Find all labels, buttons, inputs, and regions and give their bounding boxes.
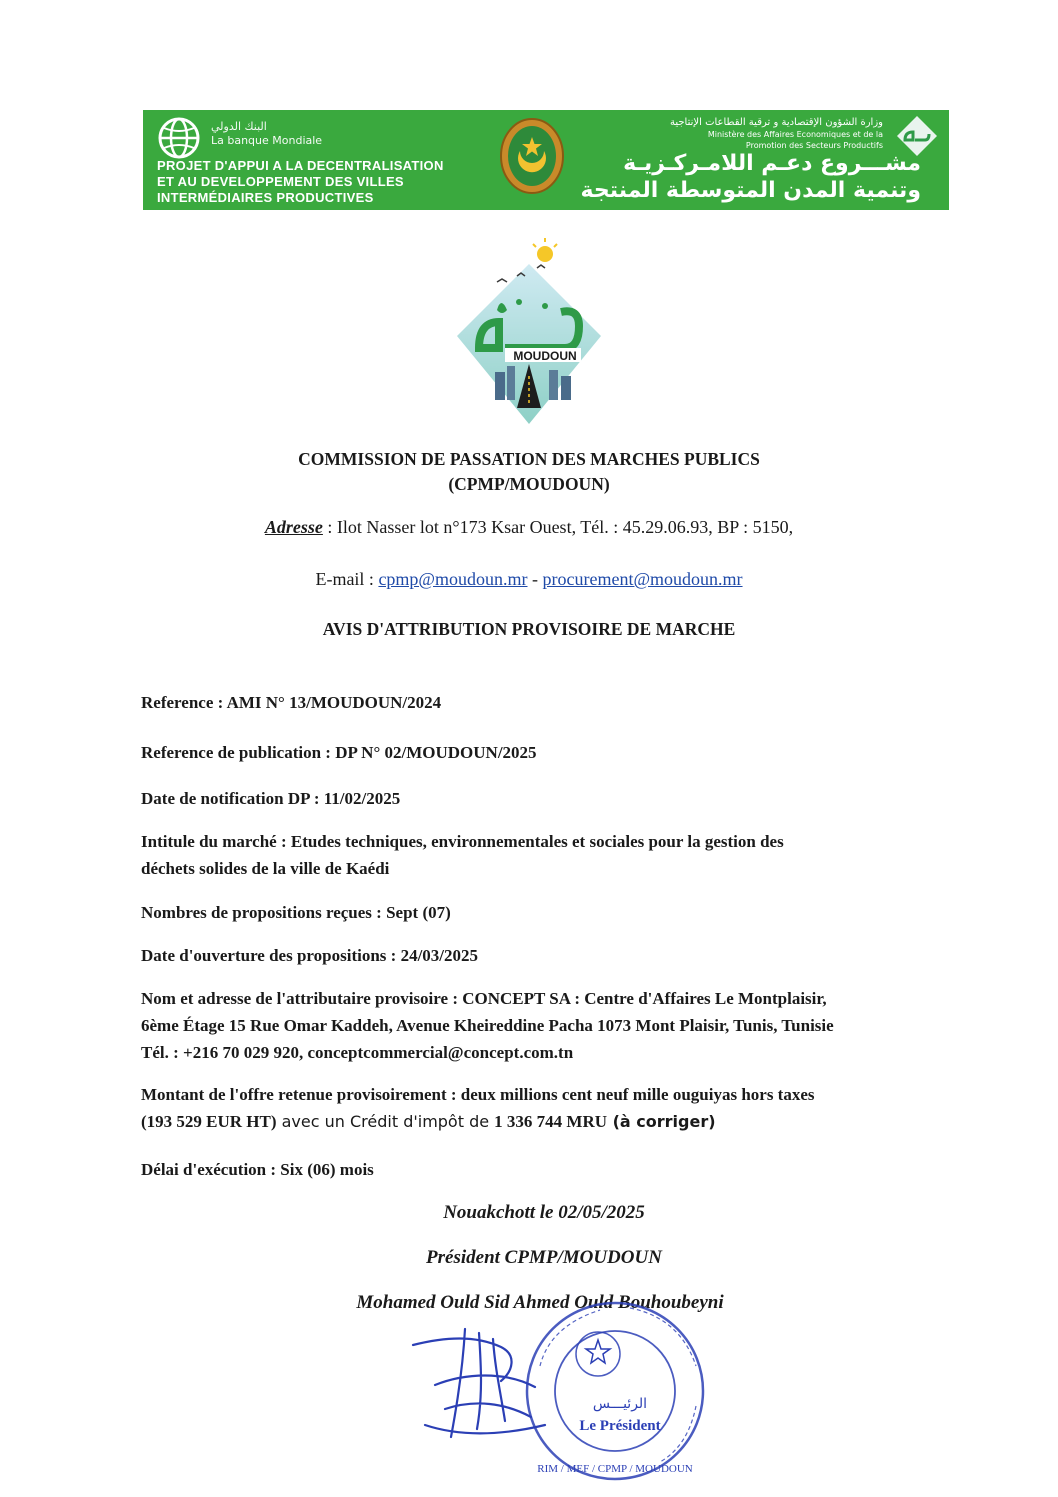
handwritten-signature <box>405 1325 555 1445</box>
field-montant-line2 <box>141 1108 941 1135</box>
address-line <box>0 517 1058 538</box>
field-ouverture: Date d'ouverture des propositions : 24/03/2025 <box>141 946 479 965</box>
email-link-procurement[interactable]: procurement@moudoun.mr <box>542 569 743 589</box>
field-montant <box>141 1081 941 1135</box>
svg-text:Le Président: Le Président <box>579 1418 661 1434</box>
signatory-title: Président CPMP/MOUDOUN <box>426 1247 662 1268</box>
header-banner <box>143 110 949 210</box>
notice-title: AVIS D'ATTRIBUTION PROVISOIRE DE MARCHE <box>322 619 736 639</box>
montant-note: (à corriger) <box>607 1112 716 1131</box>
email-link-cpmp[interactable]: cpmp@moudoun.mr <box>378 569 528 589</box>
field-reference: Reference : AMI N° 13/MOUDOUN/2024 <box>141 693 442 712</box>
moudoun-diamond-logo <box>449 236 611 428</box>
field-attributaire <box>141 985 941 1066</box>
montant-eur: (193 529 EUR HT) <box>141 1112 277 1131</box>
moudoun-mini-logo-icon <box>895 114 939 158</box>
field-montant-line1: Montant de l'offre retenue provisoirement : deux millions cent neuf mille ouguiyas hors taxes <box>141 1085 815 1104</box>
world-bank-label: البنك الدولي La banque Mondiale <box>211 120 323 147</box>
field-intitule-line2: déchets solides de la ville de Kaédi <box>141 859 390 878</box>
email-line <box>0 569 1058 590</box>
montant-mru: 1 336 744 MRU <box>494 1112 608 1131</box>
montant-credit-label: avec un Crédit d'impôt de <box>276 1112 495 1131</box>
address-text: : Ilot Nasser lot n°173 Ksar Ouest, Tél. : 45.29.06.93, BP : 5150, <box>322 517 794 537</box>
ministry-label: وزارة الشؤون الإقتصادية و ترقية القطاعات الإنتاجية Ministère des Affaires Economiques et de la Promotion des Secteurs Productifs <box>670 117 883 150</box>
field-notification: Date de notification DP : 11/02/2025 <box>141 789 401 808</box>
national-emblem-icon <box>498 115 566 197</box>
place-date: Nouakchott le 02/05/2025 <box>443 1202 645 1223</box>
signatory-name: Mohamed Ould Sid Ahmed Ould Bouhoubeyni <box>356 1292 724 1313</box>
email-label: E-mail : <box>315 569 379 589</box>
project-title-arabic: مشـــروع دعـم اللامـركـزيـة وتنمية المدن المتوسطة المنتجة <box>580 151 921 203</box>
svg-text:MOUDOUN: MOUDOUN <box>513 349 577 363</box>
field-intitule-line1: Intitule du marché : Etudes techniques, environnementales et sociales pour la gestion des <box>141 832 784 851</box>
email-separator: - <box>527 569 543 589</box>
field-intitule <box>141 828 941 882</box>
field-attributaire-line2: 6ème Étage 15 Rue Omar Kaddeh, Avenue Kheireddine Pacha 1073 Mont Plaisir, Tunis, Tunisie <box>141 1016 834 1035</box>
field-propositions: Nombres de propositions reçues : Sept (07) <box>141 903 451 922</box>
svg-text:الرئيـــس: الرئيـــس <box>592 1396 648 1412</box>
field-publication: Reference de publication : DP N° 02/MOUDOUN/2025 <box>141 743 537 762</box>
field-attributaire-line1: Nom et adresse de l'attributaire provisoire : CONCEPT SA : Centre d'Affaires Le Montplaisir, <box>141 989 827 1008</box>
svg-text:RIM / MEF / CPMP / MOUDOUN: RIM / MEF / CPMP / MOUDOUN <box>537 1463 693 1475</box>
world-bank-globe-icon <box>157 116 201 160</box>
commission-title: COMMISSION DE PASSATION DES MARCHES PUBLICS (CPMP/MOUDOUN) <box>298 449 760 494</box>
address-label: Adresse <box>264 517 323 537</box>
field-delai: Délai d'exécution : Six (06) mois <box>141 1160 374 1179</box>
field-attributaire-line3: Tél. : +216 70 029 920, conceptcommercial@concept.com.tn <box>141 1043 574 1062</box>
project-title: PROJET D'APPUI A LA DECENTRALISATION ET AU DEVELOPPEMENT DES VILLES INTERMÉDIAIRES PRODUCTIVES <box>157 158 444 205</box>
